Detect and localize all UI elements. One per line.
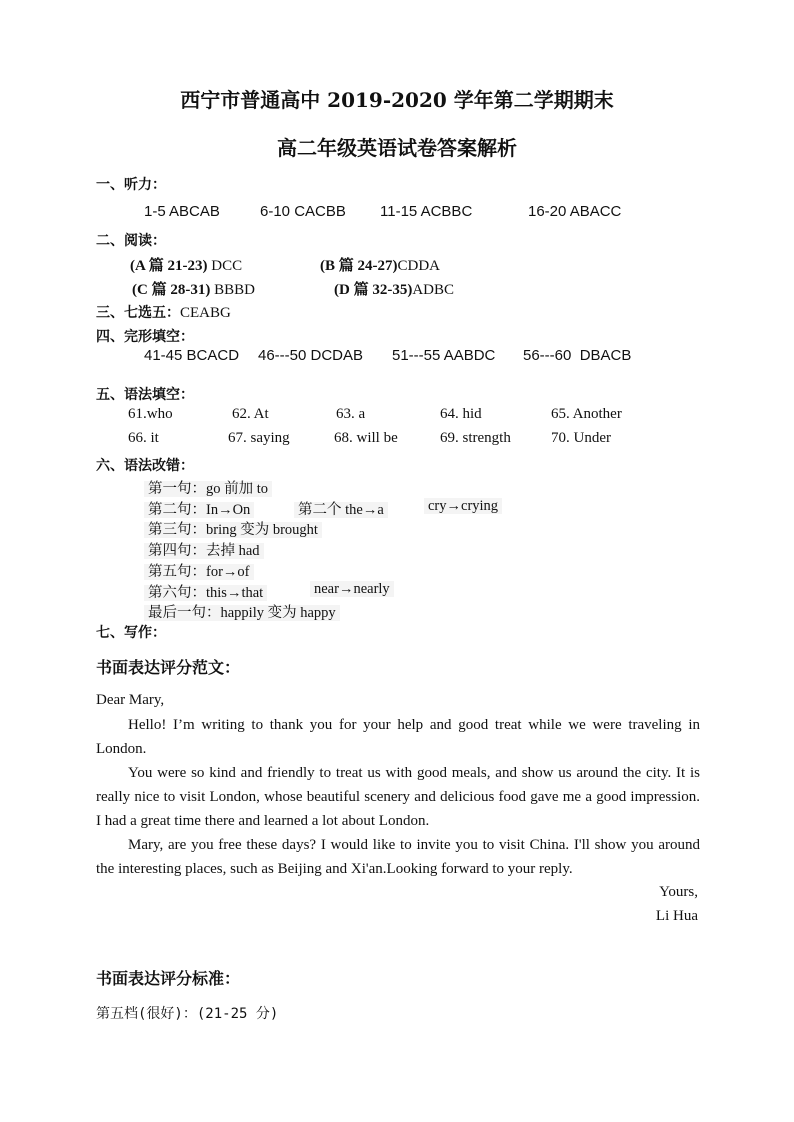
reading-heading: 二、阅读：	[96, 233, 166, 249]
writing-heading: 七、写作：	[96, 625, 166, 641]
listening-heading: 一、听力：	[96, 177, 166, 193]
standard-heading: 书面表达评分标准：	[96, 969, 241, 988]
document-title-line2: 高二年级英语试卷答案解析	[277, 136, 517, 160]
grammar-answer: 70. Under	[551, 430, 611, 446]
reading-c	[132, 278, 255, 299]
reading-a-answer: DCC	[211, 258, 243, 274]
reading-c-answer: BBBD	[214, 282, 255, 298]
seven-five-answer: CEABG	[180, 305, 231, 321]
listening-answer-3: 11-15 ACBBC	[380, 203, 473, 220]
correction-item: 第六句：this→that	[144, 585, 267, 601]
reading-d-label: (D 篇 32-35)	[334, 282, 413, 298]
document-title-line1: 西宁市普通高中 2019-2020 学年第二学期期末	[180, 88, 614, 112]
grammar-answer: 62. At	[232, 406, 269, 422]
letter-signature: Li Hua	[655, 908, 698, 924]
grammar-answer: 65. Another	[551, 406, 622, 422]
grammar-answer: 69. strength	[440, 430, 511, 446]
cloze-heading: 四、完形填空：	[96, 329, 194, 345]
reading-b-answer: CDDA	[397, 258, 441, 274]
correction-line-6	[144, 581, 267, 602]
seven-five-row	[96, 302, 231, 322]
reading-b	[320, 254, 440, 275]
grammar-fill-heading: 五、语法填空：	[96, 387, 194, 403]
grammar-answer: 66. it	[128, 430, 159, 446]
grammar-answer: 67. saying	[228, 430, 290, 446]
correction-line-2-b	[294, 498, 388, 519]
correction-line-5	[144, 560, 254, 581]
listening-answer-1: 1-5 ABCAB	[144, 203, 220, 220]
cloze-answer-1: 41-45 BCACD	[144, 347, 240, 364]
correction-line-2-c	[424, 498, 502, 515]
correction-item: cry→crying	[424, 498, 502, 514]
correction-item: near→nearly	[310, 581, 394, 597]
correction-item: 第四句：去掉 had	[144, 543, 264, 559]
letter-closing: Yours,	[659, 884, 698, 900]
seven-five-heading: 三、七选五：	[96, 305, 180, 321]
correction-item: 第一句：go 前加 to	[144, 481, 272, 497]
cloze-answer-3: 51---55 AABDC	[392, 347, 496, 364]
correction-line-4	[144, 539, 264, 560]
letter-greeting: Dear Mary,	[96, 692, 165, 708]
correction-item: 第五句：for→of	[144, 564, 254, 580]
cloze-answer-4: 56---60 DBACB	[523, 347, 632, 364]
grammar-answer: 61.who	[128, 406, 173, 422]
reading-a	[130, 254, 242, 275]
listening-answer-4: 16-20 ABACC	[528, 203, 622, 220]
correction-line-1	[144, 477, 272, 498]
letter-paragraph-3: Mary, are you free these days? I would like to invite you to visit China. I'll show you around the interesting places, such as Beijing and Xi'an.Looking forward to your reply.	[96, 837, 700, 877]
reading-b-label: (B 篇 24-27)	[320, 258, 398, 274]
letter-paragraph-1: Hello! I’m writing to thank you for your help and good treat while we were traveling in London.	[96, 717, 700, 757]
listening-answer-2: 6-10 CACBB	[260, 203, 346, 220]
correction-line-3	[144, 518, 322, 539]
reading-d	[334, 278, 454, 299]
correction-item: 第二句：In→On	[144, 502, 254, 518]
cloze-answer-2: 46---50 DCDAB	[258, 347, 364, 364]
correction-line-6-b	[310, 581, 394, 598]
sample-heading: 书面表达评分范文：	[96, 658, 241, 677]
reading-d-answer: ADBC	[412, 282, 455, 298]
correction-line-7	[144, 601, 340, 622]
correction-item: 第二个 the→a	[294, 502, 388, 518]
letter-paragraph-2: You were so kind and friendly to treat us with good meals, and show us around the city. It is really nice to visit London, whose beautiful scenery and delicious food gave me a good impression. I had a great time there and learned a lot about London.	[96, 765, 700, 829]
correction-item: 最后一句：happily 变为 happy	[144, 605, 340, 621]
correction-heading: 六、语法改错：	[96, 458, 194, 474]
grammar-answer: 63. a	[336, 406, 366, 422]
reading-a-label: (A 篇 21-23)	[130, 258, 208, 274]
reading-c-label: (C 篇 28-31)	[132, 282, 211, 298]
grammar-answer: 64. hid	[440, 406, 482, 422]
correction-item: 第三句：bring 变为 brought	[144, 522, 322, 538]
level-five-label: 第五档(很好)：(21-25 分)	[96, 1006, 279, 1022]
grammar-answer: 68. will be	[334, 430, 398, 446]
letter-body	[96, 713, 700, 881]
correction-line-2	[144, 498, 254, 519]
